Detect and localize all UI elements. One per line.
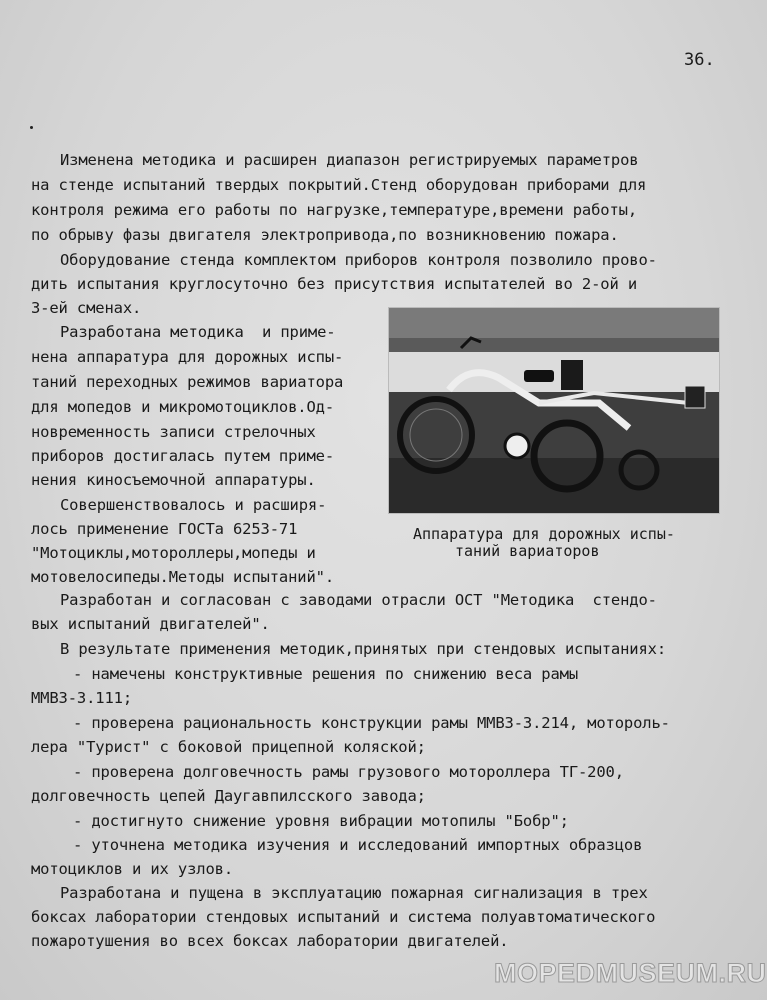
text-line: нена аппаратура для дорожных испы- [31, 348, 344, 366]
text-line: контроля режима его работы по нагрузке,температуре,времени работы, [31, 201, 637, 219]
text-line: - проверена долговечность рамы грузового мотороллера ТГ-200, [73, 763, 624, 781]
text-line: Разработана и пущена в эксплуатацию пожарная сигнализация в трех [60, 884, 648, 902]
text-line: на стенде испытаний твердых покрытий.Стенд оборудован приборами для [31, 176, 647, 194]
text-line: дить испытания круглосуточно без присутствия испытателей во 2-ой и [31, 275, 637, 293]
moped-photo-illustration [389, 308, 719, 513]
text-line: лось применение ГОСТа 6253-71 [31, 520, 298, 538]
text-line: мотовелосипеды.Методы испытаний". [31, 568, 334, 586]
text-line: - проверена рациональность конструкции рамы ММВЗ-3.214, мотороль- [73, 714, 670, 732]
text-line: Изменена методика и расширен диапазон регистрируемых параметров [60, 151, 639, 169]
text-line: пожаротушения во всех боксах лаборатории двигателей. [31, 932, 509, 950]
text-line: нения киносъемочной аппаратуры. [31, 471, 316, 489]
text-line: вых испытаний двигателей". [31, 615, 270, 633]
text-line: 3-ей сменах. [31, 299, 142, 317]
text-line: долговечность цепей Даугавпилсского завода; [31, 787, 426, 805]
text-line: мотоциклов и их узлов. [31, 860, 233, 878]
watermark-logo: MOPEDMUSEUM.RU [494, 958, 767, 988]
moped-test-photo [388, 307, 720, 514]
text-line: ММВЗ-3.111; [31, 689, 132, 707]
page-number: 36. [684, 50, 715, 70]
text-line: Разработана методика и приме- [60, 323, 336, 341]
text-line: - достигнуто снижение уровня вибрации мотопилы "Бобр"; [73, 812, 569, 830]
text-line: таний переходных режимов вариатора [31, 373, 344, 391]
text-line: - намечены конструктивные решения по снижению веса рамы [73, 665, 578, 683]
text-line: "Мотоциклы,мотороллеры,мопеды и [31, 544, 316, 562]
text-line: по обрыву фазы двигателя электропривода,по возникновению пожара. [31, 226, 619, 244]
margin-dot [30, 126, 33, 129]
text-line: Оборудование стенда комплектом приборов контроля позволило прово- [60, 251, 657, 269]
figure-caption-line: Аппаратура для дорожных испы- [413, 525, 675, 543]
text-line: Разработан и согласован с заводами отрасли ОСТ "Методика стендо- [60, 591, 657, 609]
text-line: лера "Турист" с боковой прицепной коляской; [31, 738, 426, 756]
text-line: новременность записи стрелочных [31, 423, 316, 441]
text-line: - уточнена методика изучения и исследований импортных образцов [73, 836, 643, 854]
text-line: В результате применения методик,принятых при стендовых испытаниях: [60, 640, 666, 658]
figure-caption-line: таний вариаторов [455, 542, 600, 560]
text-line: приборов достигалась путем приме- [31, 447, 334, 465]
text-line: для мопедов и микромотоциклов.Од- [31, 398, 334, 416]
text-line: боксах лаборатории стендовых испытаний и система полуавтоматического [31, 908, 656, 926]
text-line: Совершенствовалось и расширя- [60, 496, 327, 514]
